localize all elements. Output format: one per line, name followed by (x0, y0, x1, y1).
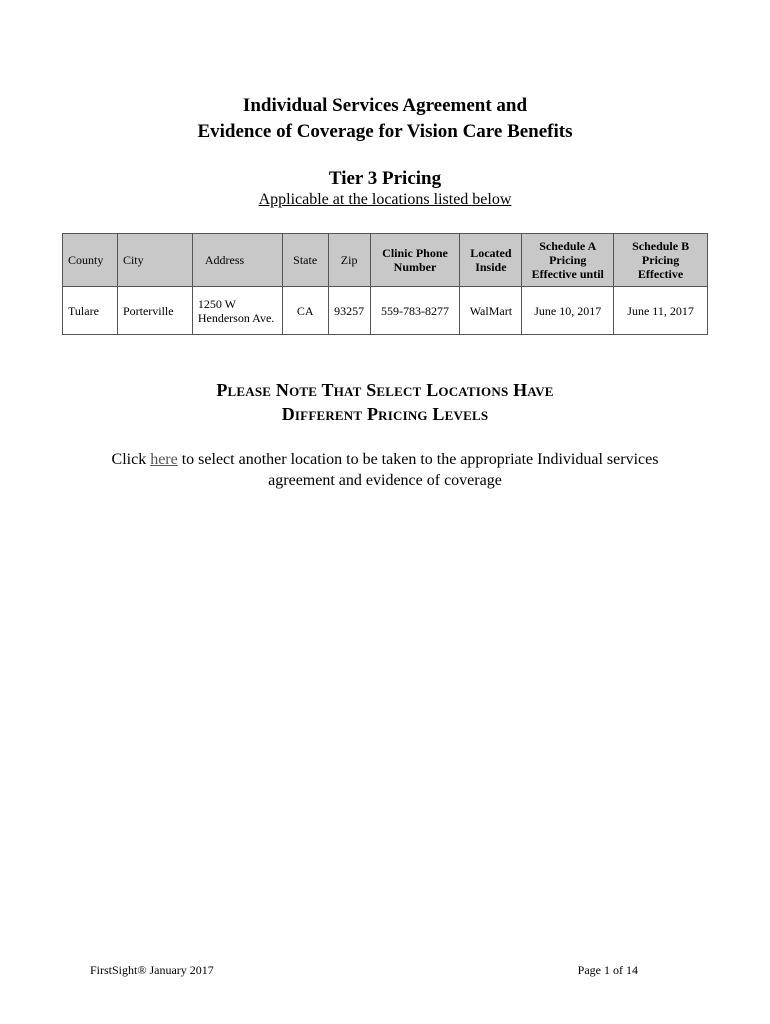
here-link[interactable]: here (150, 451, 178, 468)
header-schedule-b: Schedule B Pricing Effective (614, 234, 708, 287)
notice-line2: Different Pricing Levels (281, 404, 489, 424)
header-clinic-phone: Clinic Phone Number (370, 234, 460, 287)
cell-schedule-a: June 10, 2017 (522, 287, 614, 335)
header-zip: Zip (328, 234, 370, 287)
cell-address: 1250 W Henderson Ave. (192, 287, 282, 335)
cell-located-inside: WalMart (460, 287, 522, 335)
footer-page-number: Page 1 of 14 (577, 963, 638, 977)
table-header-row (63, 234, 708, 287)
click-suffix: to select another location to be taken to the appropriate Individual services agreement and evidence of coverage (177, 451, 659, 489)
footer-brand-date: FirstSight® January 2017 (90, 963, 214, 977)
cell-zip: 93257 (328, 287, 370, 335)
document-title-line1: Individual Services Agreement and (242, 95, 528, 116)
cell-phone: 559-783-8277 (370, 287, 460, 335)
header-county: County (63, 234, 118, 287)
cell-county: Tulare (63, 287, 118, 335)
table-row (63, 287, 708, 335)
header-state: State (282, 234, 328, 287)
cell-schedule-b: June 11, 2017 (614, 287, 708, 335)
locations-table (62, 233, 708, 335)
cell-state: CA (282, 287, 328, 335)
notice-line1: Please Note That Select Locations Have (216, 380, 554, 400)
click-prefix: Click (111, 451, 151, 468)
select-location-paragraph (100, 449, 670, 491)
header-city: City (117, 234, 192, 287)
cell-city: Porterville (117, 287, 192, 335)
header-schedule-a: Schedule A Pricing Effective until (522, 234, 614, 287)
header-located-inside: Located Inside (460, 234, 522, 287)
tier-heading: Tier 3 Pricing (328, 168, 442, 189)
document-title-line2: Evidence of Coverage for Vision Care Benefits (197, 121, 573, 142)
applicable-subheading: Applicable at the locations listed below (258, 191, 512, 208)
header-address: Address (192, 234, 282, 287)
